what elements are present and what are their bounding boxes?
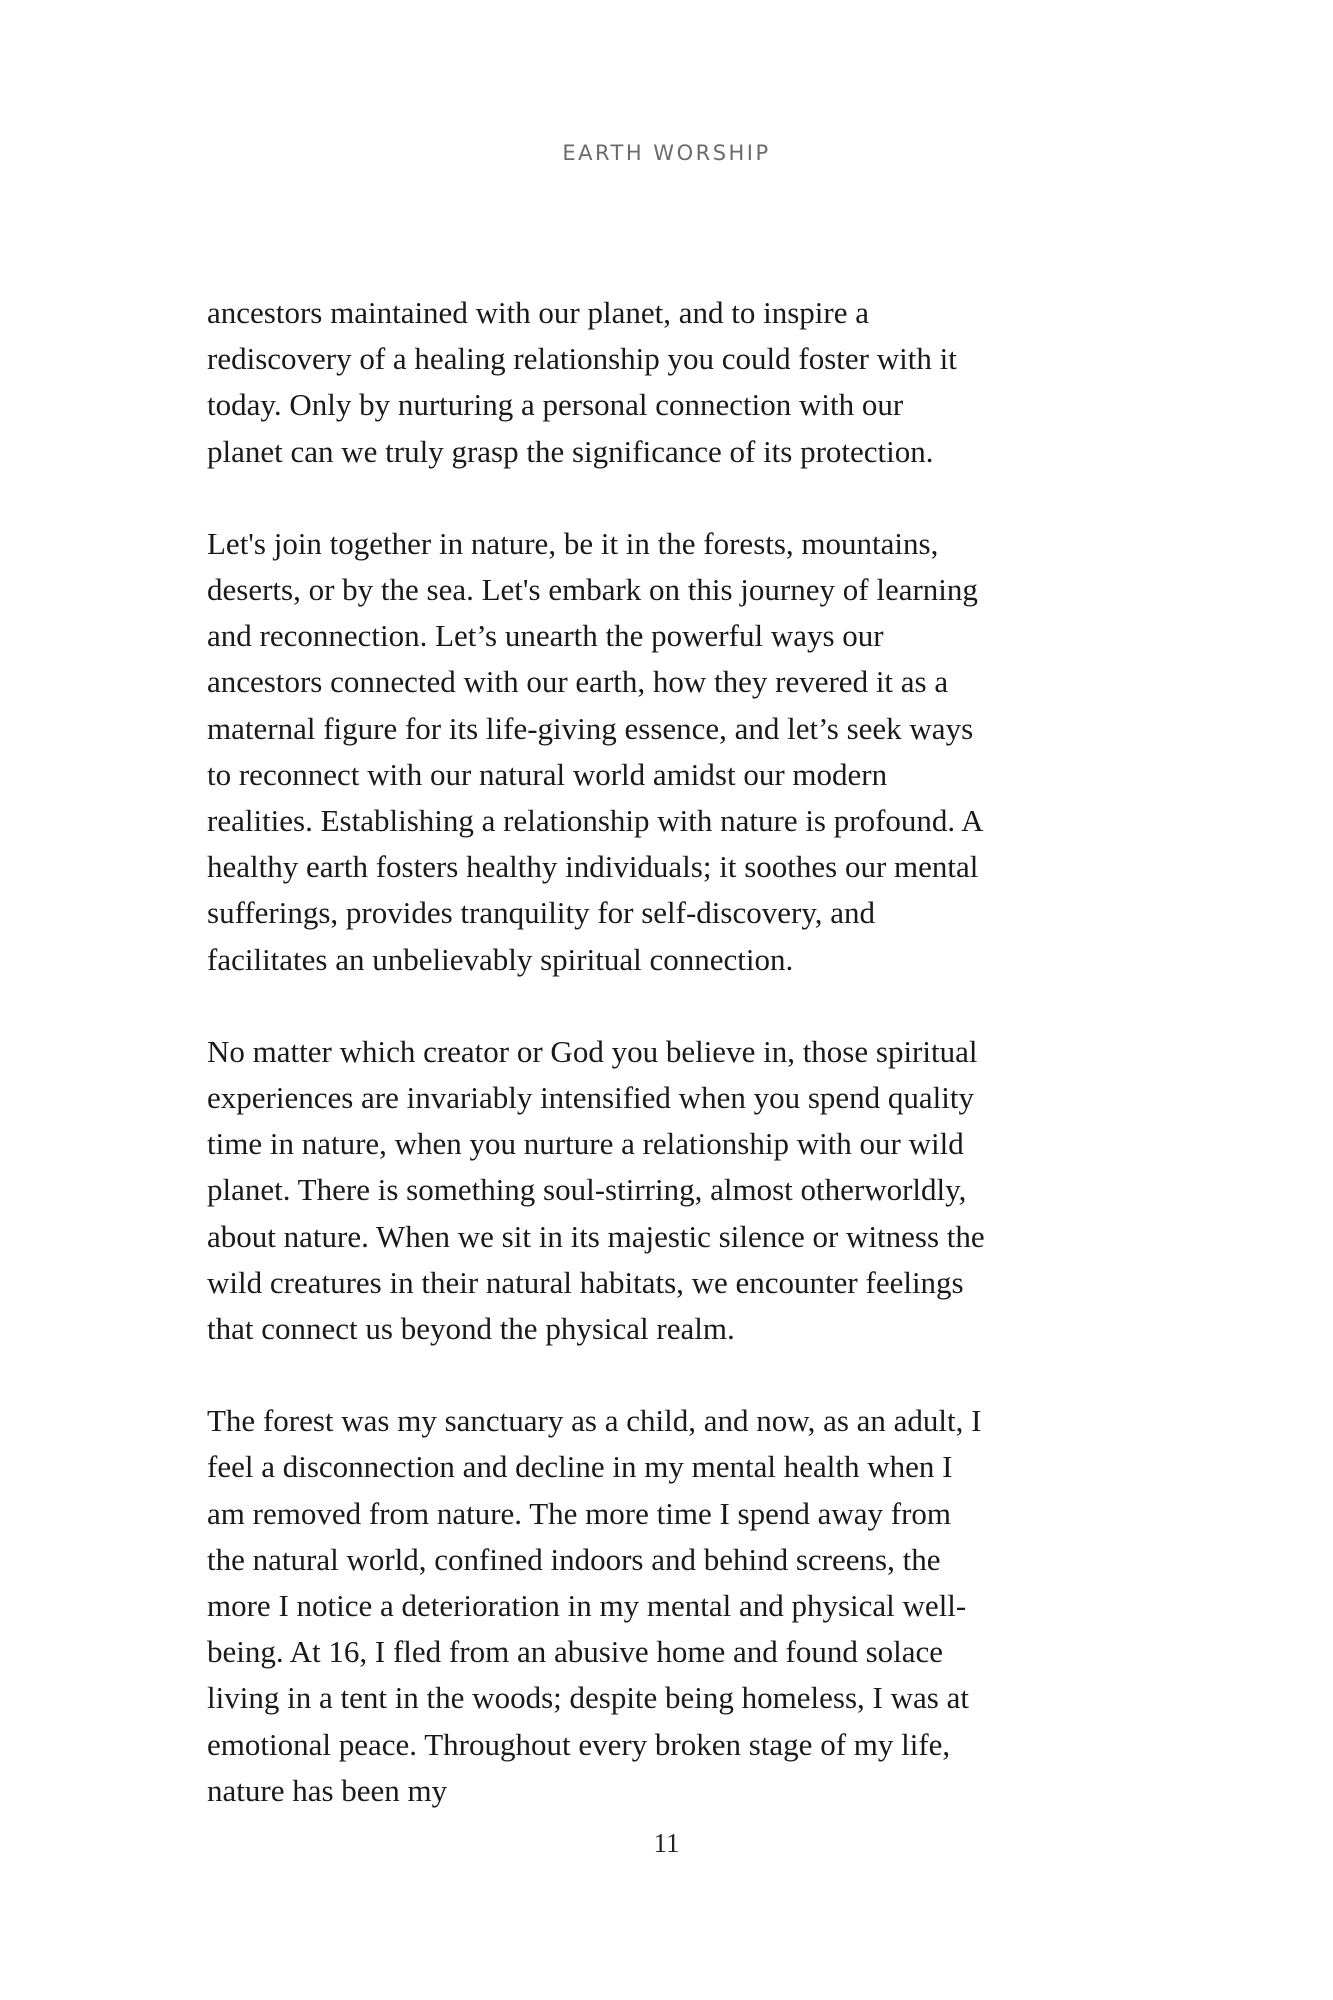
text-line: am removed from nature. The more time I spend away from	[207, 1495, 952, 1531]
text-line: deserts, or by the sea. Let's embark on this journey of learning	[207, 572, 978, 608]
running-header: EARTH WORSHIP	[562, 141, 771, 165]
text-line: planet. There is something soul-stirring, almost otherworldly,	[207, 1172, 967, 1208]
text-line: sufferings, provides tranquility for self-discovery, and	[207, 895, 876, 931]
text-line: and reconnection. Let’s unearth the powerful ways our	[207, 618, 884, 654]
text-line: healthy earth fosters healthy individuals; it soothes our mental	[207, 849, 979, 885]
text-line: ancestors connected with our earth, how they revered it as a	[207, 664, 949, 700]
text-line: about nature. When we sit in its majestic silence or witness the	[207, 1218, 985, 1254]
text-line: nature has been my	[207, 1772, 448, 1808]
text-line: experiences are invariably intensified when you spend quality	[207, 1080, 974, 1116]
text-line: emotional peace. Throughout every broken stage of my life,	[207, 1726, 951, 1762]
text-line: wild creatures in their natural habitats, we encounter feelings	[207, 1264, 964, 1300]
text-line: today. Only by nurturing a personal connection with our	[207, 387, 904, 423]
text-line: Let's join together in nature, be it in the forests, mountains,	[207, 525, 939, 561]
text-line: being. At 16, I fled from an abusive home and found solace	[207, 1634, 944, 1670]
text-line: time in nature, when you nurture a relationship with our wild	[207, 1126, 964, 1162]
paragraph-2	[207, 521, 1167, 983]
page-number: 11	[653, 1828, 680, 1858]
text-line: maternal figure for its life-giving essence, and let’s seek ways	[207, 710, 974, 746]
paragraph-1	[207, 290, 1167, 475]
text-line: No matter which creator or God you believe in, those spiritual	[207, 1033, 978, 1069]
paragraph-4	[207, 1398, 1167, 1814]
paragraph-3	[207, 1029, 1167, 1352]
text-line: facilitates an unbelievably spiritual connection.	[207, 941, 794, 977]
text-line: that connect us beyond the physical realm.	[207, 1311, 735, 1347]
text-line: to reconnect with our natural world amidst our modern	[207, 756, 888, 792]
text-line: realities. Establishing a relationship with nature is profound. A	[207, 803, 984, 839]
text-line: the natural world, confined indoors and behind screens, the	[207, 1541, 941, 1577]
text-line: rediscovery of a healing relationship you could foster with it	[207, 341, 957, 377]
text-line: more I notice a deterioration in my mental and physical well-	[207, 1588, 967, 1624]
text-line: ancestors maintained with our planet, and to inspire a	[207, 295, 870, 330]
text-line: planet can we truly grasp the significance of its protection.	[207, 433, 934, 469]
text-line: living in a tent in the woods; despite being homeless, I was at	[207, 1680, 969, 1716]
text-line: The forest was my sanctuary as a child, and now, as an adult, I	[207, 1403, 982, 1439]
body-text	[207, 290, 1167, 1814]
text-line: feel a disconnection and decline in my mental health when I	[207, 1449, 953, 1485]
